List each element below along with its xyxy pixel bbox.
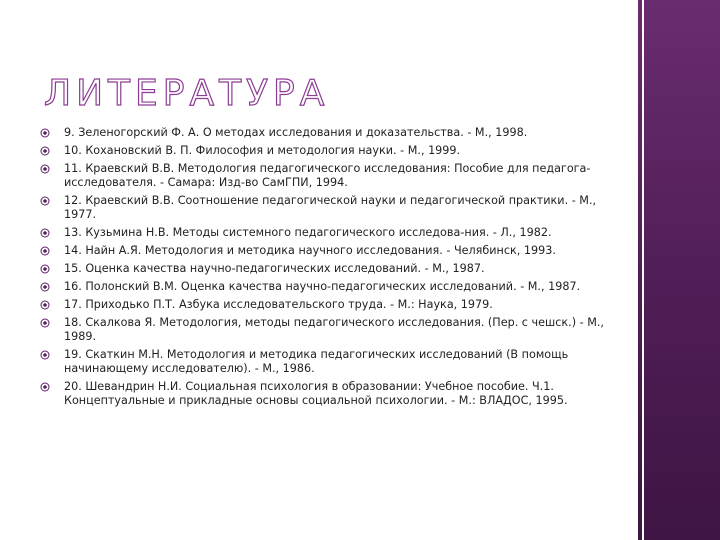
reference-text: 16. Полонский В.М. Оценка качества научно-педагогических исследований. - М., 1987. <box>64 280 581 293</box>
reference-text: 20. Шевандрин Н.И. Социальная психология в образовании: Учебное пособие. Ч.1. Концептуальные и прикладные основы социальной психологии. - М.: ВЛАДОС, 1995. <box>64 380 568 407</box>
reference-item <box>40 144 615 158</box>
circled-dot-icon <box>40 164 50 174</box>
reference-item <box>40 298 615 312</box>
side-bar-divider <box>642 0 644 540</box>
circled-dot-icon <box>40 264 50 274</box>
reference-item <box>40 280 615 294</box>
circled-dot-icon <box>40 300 50 310</box>
reference-text: 9. Зеленогорский Ф. А. О методах исследования и доказательства. - М., 1998. <box>64 126 528 139</box>
slide-title: ЛИТЕРАТУРА <box>44 73 330 114</box>
circled-dot-icon <box>40 146 50 156</box>
circled-dot-icon <box>40 128 50 138</box>
reference-text: 11. Краевский В.В. Методология педагогического исследования: Пособие для педагога-исследователя. - Самара: Изд-во СамГПИ, 1994. <box>64 162 591 189</box>
circled-dot-icon <box>40 196 50 206</box>
circled-dot-icon <box>40 382 50 392</box>
reference-item <box>40 194 615 222</box>
circled-dot-icon <box>40 246 50 256</box>
reference-item <box>40 348 615 376</box>
reference-text: 12. Краевский В.В. Соотношение педагогической науки и педагогической практики. - М., 1977. <box>64 194 597 221</box>
reference-text: 14. Найн А.Я. Методология и методика научного исследования. - Челябинск, 1993. <box>64 244 556 257</box>
reference-text: 18. Скалкова Я. Методология, методы педагогического исследования. (Пер. с чешск.) - М., 1989. <box>64 316 604 343</box>
reference-text: 17. Приходько П.Т. Азбука исследовательского труда. - М.: Наука, 1979. <box>64 298 493 311</box>
reference-item <box>40 262 615 276</box>
circled-dot-icon <box>40 318 50 328</box>
reference-item <box>40 244 615 258</box>
reference-item <box>40 226 615 240</box>
reference-item <box>40 316 615 344</box>
reference-text: 13. Кузьмина Н.В. Методы системного педагогического исследова-ния. - Л., 1982. <box>64 226 552 239</box>
reference-list <box>40 126 615 412</box>
reference-item <box>40 126 615 140</box>
circled-dot-icon <box>40 228 50 238</box>
reference-item <box>40 380 615 408</box>
reference-text: 15. Оценка качества научно-педагогических исследований. - М., 1987. <box>64 262 485 275</box>
reference-item <box>40 162 615 190</box>
reference-text: 10. Кохановский В. П. Философия и методология науки. - М., 1999. <box>64 144 461 157</box>
circled-dot-icon <box>40 282 50 292</box>
purple-side-bar <box>638 0 720 540</box>
circled-dot-icon <box>40 350 50 360</box>
reference-text: 19. Скаткин М.Н. Методология и методика педагогических исследований (В помощь начинающему исследователю). - М., 1986. <box>64 348 569 375</box>
